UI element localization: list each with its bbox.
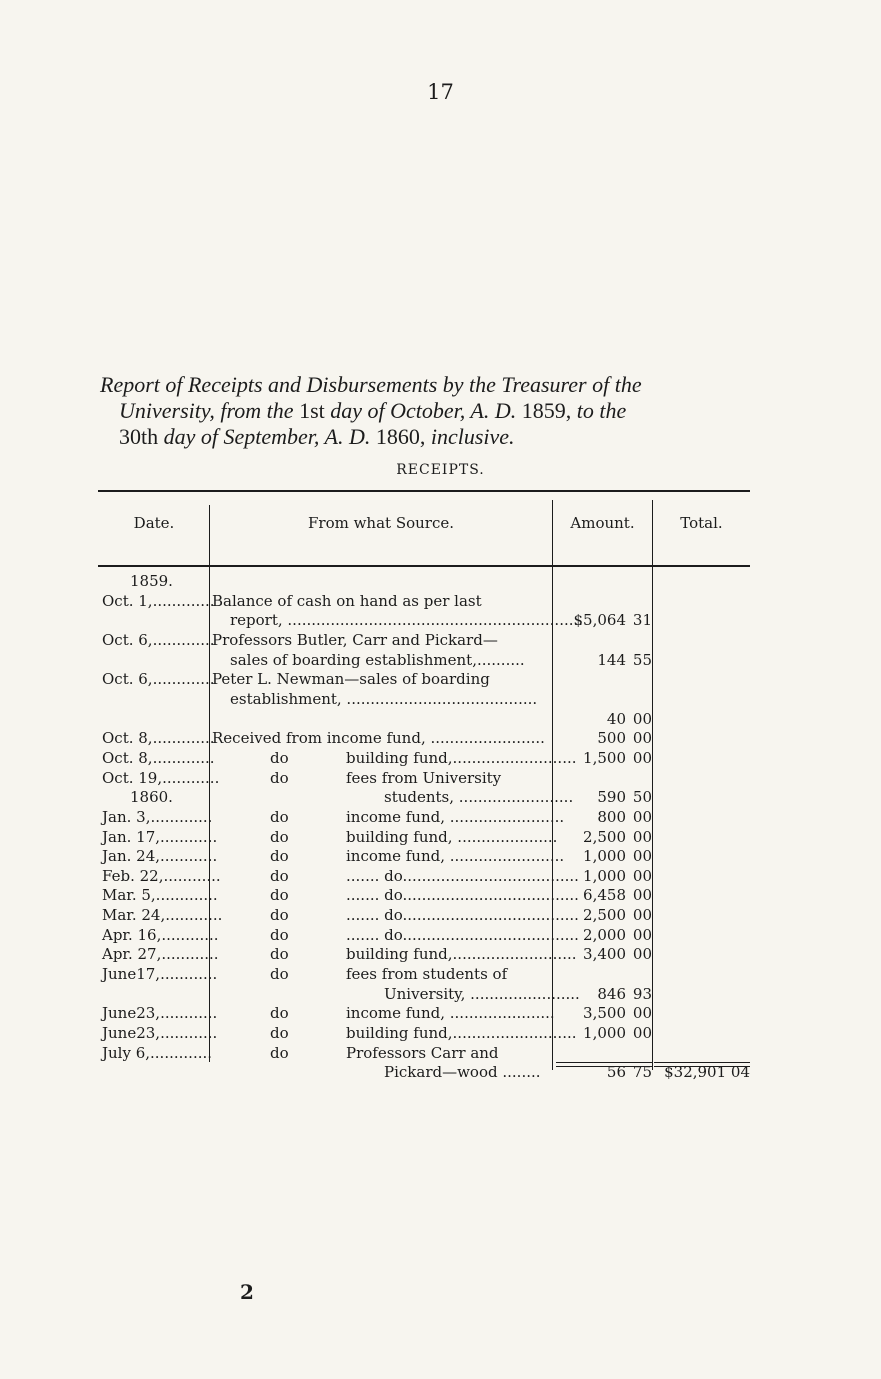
title-line-3: 30th day of September, A. D. 1860, inclusive. xyxy=(119,424,515,449)
row-amount-dollars: 1,000 xyxy=(583,847,626,866)
row-description-cont: students, ........................ xyxy=(384,788,574,807)
row-description: income fund, ........................ xyxy=(346,807,565,826)
table-row xyxy=(0,925,881,945)
row-date: June23,............ xyxy=(102,1024,218,1042)
header-amount: Amount. xyxy=(570,514,635,532)
row-date: Mar. 24,............ xyxy=(102,906,223,924)
table-row xyxy=(0,866,881,886)
row-amount-dollars: 6,458 xyxy=(583,886,626,905)
row-year: 1860. xyxy=(130,788,173,807)
row-date: Feb. 22,............ xyxy=(102,866,221,885)
row-amount-cents: 00 xyxy=(632,945,652,964)
row-amount-dollars: 40 xyxy=(606,709,626,728)
table-row xyxy=(0,905,881,925)
row-amount-dollars: 2,500 xyxy=(583,827,626,846)
table-row xyxy=(0,984,881,1004)
table-row xyxy=(0,728,881,748)
row-amount-dollars: 3,500 xyxy=(583,1004,626,1023)
row-amount-dollars: 56 xyxy=(606,1063,626,1082)
row-ditto: do xyxy=(270,1004,289,1023)
row-description: ....... do..................................... xyxy=(346,866,579,885)
row-description: ....... do..................................... xyxy=(346,906,579,924)
row-ditto: do xyxy=(270,807,289,826)
row-source: Peter L. Newman—sales of boarding xyxy=(212,670,490,689)
row-date: Oct. 8,............. xyxy=(102,729,215,748)
header-source: From what Source. xyxy=(307,514,455,532)
row-date: Jan. 3,............. xyxy=(102,807,213,826)
row-amount-dollars: 846 xyxy=(597,984,626,1003)
row-source: Professors Butler, Carr and Pickard— xyxy=(212,631,498,649)
row-total: $32,901 04 xyxy=(664,1063,750,1082)
row-date: Jan. 24,............ xyxy=(102,847,218,866)
table-row xyxy=(0,807,881,827)
row-date: Jan. 17,............ xyxy=(102,827,218,846)
row-amount-cents: 00 xyxy=(632,886,652,905)
table-row xyxy=(0,944,881,964)
row-description-cont: University, ....................... xyxy=(384,984,580,1003)
row-date: June23,............ xyxy=(102,1004,218,1023)
table-row xyxy=(0,827,881,847)
row-amount-dollars: 2,000 xyxy=(583,925,626,944)
row-amount-cents: 00 xyxy=(632,847,652,866)
row-amount-dollars: 1,500 xyxy=(583,748,626,767)
row-date: Oct. 1,............. xyxy=(102,591,215,610)
row-date: Mar. 5,............. xyxy=(102,886,218,905)
row-amount-cents: 00 xyxy=(632,1024,652,1042)
table-row xyxy=(0,1003,881,1023)
row-description: income fund, ........................ xyxy=(346,847,565,866)
row-amount-cents: 75 xyxy=(632,1063,652,1082)
row-date: July 6,............. xyxy=(102,1043,213,1062)
amount-sum-rule-2 xyxy=(556,1066,652,1067)
signature-mark: 2 xyxy=(240,1280,254,1304)
row-source-cont: report, .............................................................. xyxy=(230,611,584,630)
section-heading: RECEIPTS. xyxy=(396,462,485,478)
table-row xyxy=(0,846,881,866)
row-amount-cents: 00 xyxy=(632,1004,652,1023)
row-amount-dollars: $5,064 xyxy=(573,611,626,630)
row-amount-dollars: 1,000 xyxy=(583,866,626,885)
report-title xyxy=(100,372,760,450)
table-row xyxy=(0,689,881,709)
row-amount-cents: 55 xyxy=(632,650,652,669)
row-ditto: do xyxy=(270,925,289,944)
table-row xyxy=(0,964,881,984)
row-description: building fund,.......................... xyxy=(346,748,577,767)
row-description: income fund, ...................... xyxy=(346,1004,555,1023)
total-sum-rule-1 xyxy=(654,1062,750,1063)
row-date: Apr. 27,............ xyxy=(102,945,219,964)
table-row xyxy=(0,630,881,650)
amount-sum-rule-1 xyxy=(556,1062,652,1063)
table-row xyxy=(0,748,881,768)
row-description-cont: Pickard—wood ........ xyxy=(384,1063,541,1082)
row-source: Balance of cash on hand as per last xyxy=(212,591,482,610)
title-line-2: University, from the 1st day of October, A. D. 1859, to the xyxy=(119,398,627,423)
table-row xyxy=(0,571,881,591)
row-description: building fund,.......................... xyxy=(346,945,577,964)
row-amount-cents: 00 xyxy=(632,729,652,748)
row-ditto: do xyxy=(270,886,289,905)
row-amount-cents: 00 xyxy=(632,906,652,924)
row-source-cont: establishment, ........................................ xyxy=(230,689,538,708)
row-ditto: do xyxy=(270,1024,289,1042)
table-row xyxy=(0,610,881,630)
row-ditto: do xyxy=(270,906,289,924)
row-ditto: do xyxy=(270,768,289,787)
title-line-1: Report of Receipts and Disbursements by the Treasurer of the xyxy=(100,372,642,397)
row-amount-cents: 00 xyxy=(632,709,652,728)
row-description: building fund,.......................... xyxy=(346,1024,577,1042)
row-date: Oct. 8,............. xyxy=(102,748,215,767)
table-row xyxy=(0,885,881,905)
row-amount-cents: 93 xyxy=(632,984,652,1003)
row-amount-dollars: 500 xyxy=(597,729,626,748)
row-source-cont: sales of boarding establishment,.......... xyxy=(230,650,525,669)
row-ditto: do xyxy=(270,1043,289,1062)
row-amount-dollars: 590 xyxy=(597,788,626,807)
header-date: Date. xyxy=(133,514,175,532)
table-row xyxy=(0,768,881,788)
row-date: Apr. 16,............ xyxy=(102,925,219,944)
row-description: building fund, ..................... xyxy=(346,827,558,846)
header-total: Total. xyxy=(680,514,723,532)
row-amount-cents: 00 xyxy=(632,925,652,944)
row-amount-cents: 00 xyxy=(632,807,652,826)
row-amount-cents: 00 xyxy=(632,748,652,767)
row-amount-cents: 50 xyxy=(632,788,652,807)
row-ditto: do xyxy=(270,748,289,767)
table-row xyxy=(0,669,881,689)
row-date: Oct. 6,............. xyxy=(102,670,215,689)
table-row xyxy=(0,1043,881,1063)
row-date: Oct. 6,............. xyxy=(102,631,215,649)
table-row xyxy=(0,591,881,611)
table-row xyxy=(0,787,881,807)
row-ditto: do xyxy=(270,866,289,885)
row-ditto: do xyxy=(270,965,289,983)
row-date: June17,............ xyxy=(102,965,218,983)
row-ditto: do xyxy=(270,827,289,846)
row-amount-cents: 31 xyxy=(632,611,652,630)
row-description: ....... do..................................... xyxy=(346,886,579,905)
row-description: ....... do..................................... xyxy=(346,925,579,944)
table-row xyxy=(0,709,881,729)
row-amount-cents: 00 xyxy=(632,827,652,846)
row-source: Received from income fund, ........................ xyxy=(212,729,545,748)
row-ditto: do xyxy=(270,945,289,964)
page-number: 17 xyxy=(427,80,454,104)
row-ditto: do xyxy=(270,847,289,866)
table-top-rule xyxy=(98,490,750,492)
row-description: Professors Carr and xyxy=(346,1043,499,1062)
table-row xyxy=(0,1023,881,1043)
row-description: fees from University xyxy=(346,768,502,787)
table-row xyxy=(0,650,881,670)
row-description: fees from students of xyxy=(346,965,508,983)
row-amount-dollars: 800 xyxy=(597,807,626,826)
row-amount-dollars: 144 xyxy=(597,650,626,669)
row-date: Oct. 19,............ xyxy=(102,768,220,787)
row-amount-dollars: 3,400 xyxy=(583,945,626,964)
row-amount-cents: 00 xyxy=(632,866,652,885)
row-year: 1859. xyxy=(130,572,173,590)
row-amount-dollars: 1,000 xyxy=(583,1024,626,1042)
row-amount-dollars: 2,500 xyxy=(583,906,626,924)
total-sum-rule-2 xyxy=(654,1066,750,1067)
